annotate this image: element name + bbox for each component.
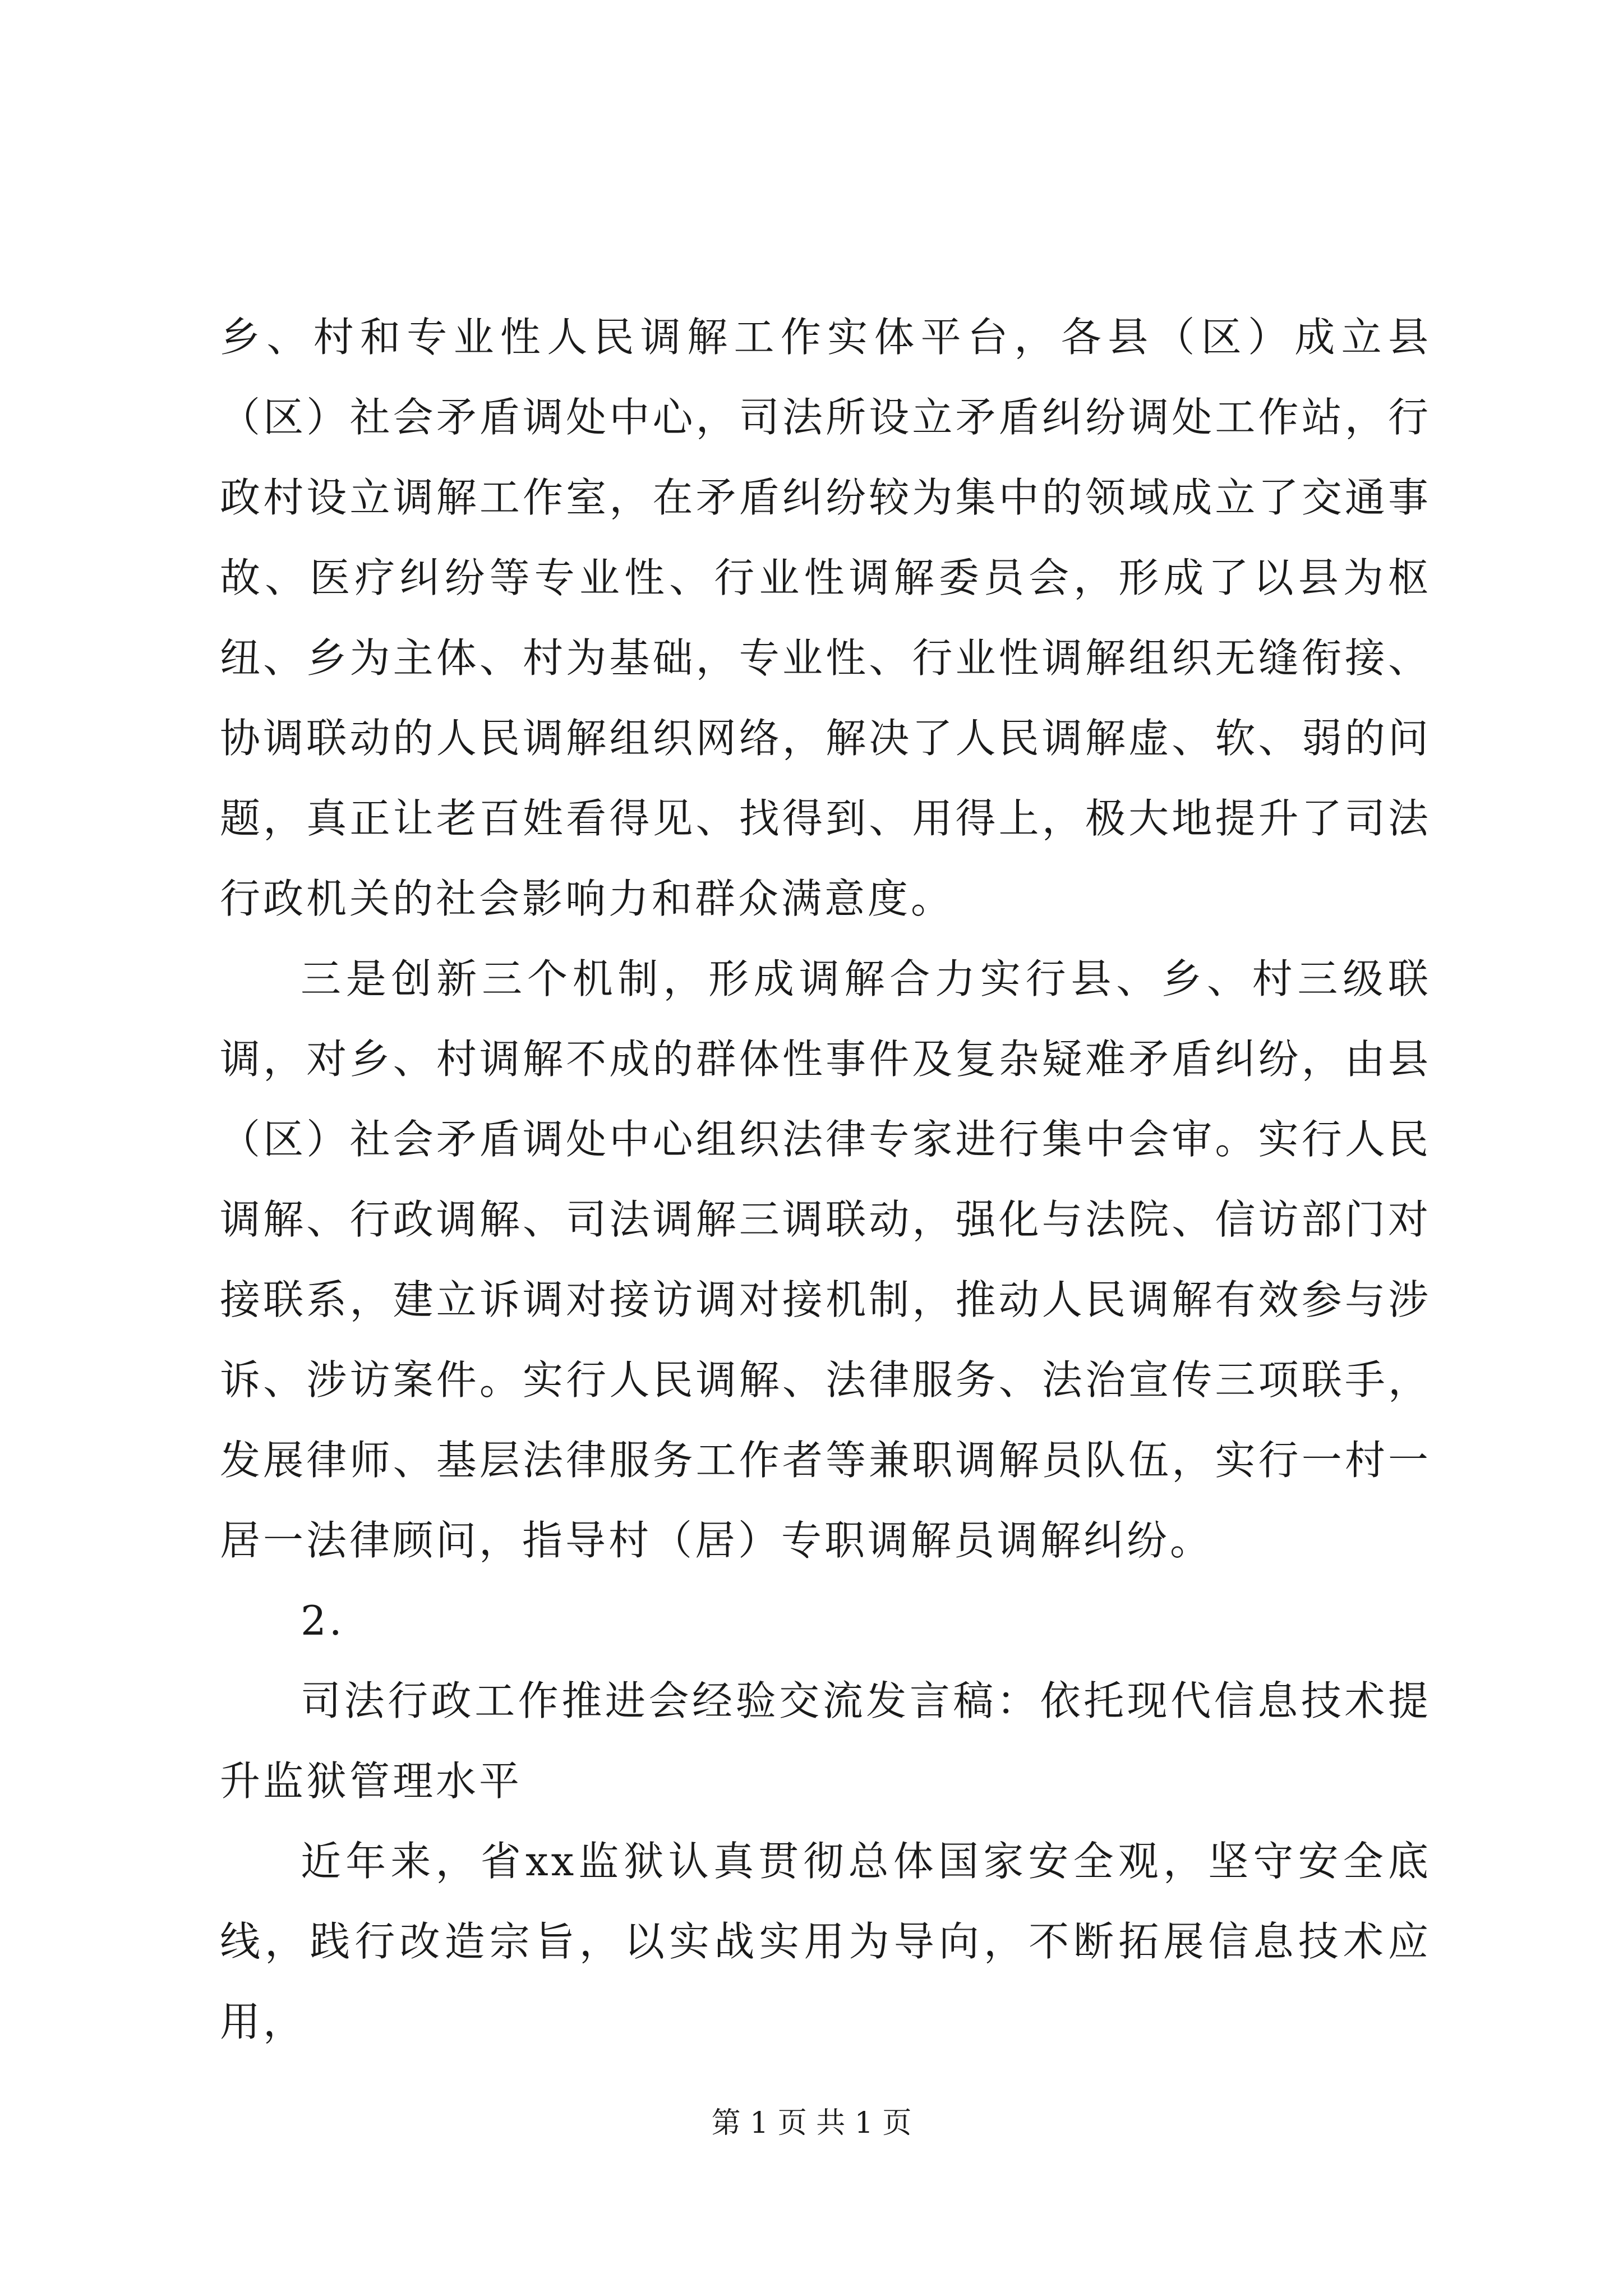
section-number: 2. <box>301 1597 345 1644</box>
paragraph-intro: 近年来，省xx监狱认真贯彻总体国家安全观，坚守安全底线，践行改造宗旨，以实战实用为导向，不断拓展信息技术应用， <box>220 1838 1431 2045</box>
page-footer: 第 1 页 共 1 页 <box>711 2106 912 2140</box>
paragraph-continuation: 乡、村和专业性人民调解工作实体平台，各县（区）成立县（区）社会矛盾调处中心，司法所设立矛盾纠纷调处工作站，行政村设立调解工作室，在矛盾纠纷较为集中的领域成立了交通事故、医疗纠纷等专业性、行业性调解委员会，形成了以县为枢纽、乡为主体、村为基础，专业性、行业性调解组织无缝衔接、协调联动的人民调解组织网络，解决了人民调解虚、软、弱的问题，真正让老百姓看得见、找得到、用得上，极大地提升了司法行政机关的社会影响力和群众满意度。 <box>220 314 1431 922</box>
section-title: 司法行政工作推进会经验交流发言稿：依托现代信息技术提升监狱管理水平 <box>220 1677 1431 1805</box>
paragraph-mechanisms: 三是创新三个机制，形成调解合力实行县、乡、村三级联调，对乡、村调解不成的群体性事件及复杂疑难矛盾纠纷，由县（区）社会矛盾调处中心组织法律专家进行集中会审。实行人民调解、行政调解、司法调解三调联动，强化与法院、信访部门对接联系，建立诉调对接访调对接机制，推动人民调解有效参与涉诉、涉访案件。实行人民调解、法律服务、法治宣传三项联手，发展律师、基层法律服务工作者等兼职调解员队伍，实行一村一居一法律顾问，指导村（居）专职调解员调解纠纷。 <box>220 955 1431 1564</box>
document-body <box>220 297 1431 2062</box>
